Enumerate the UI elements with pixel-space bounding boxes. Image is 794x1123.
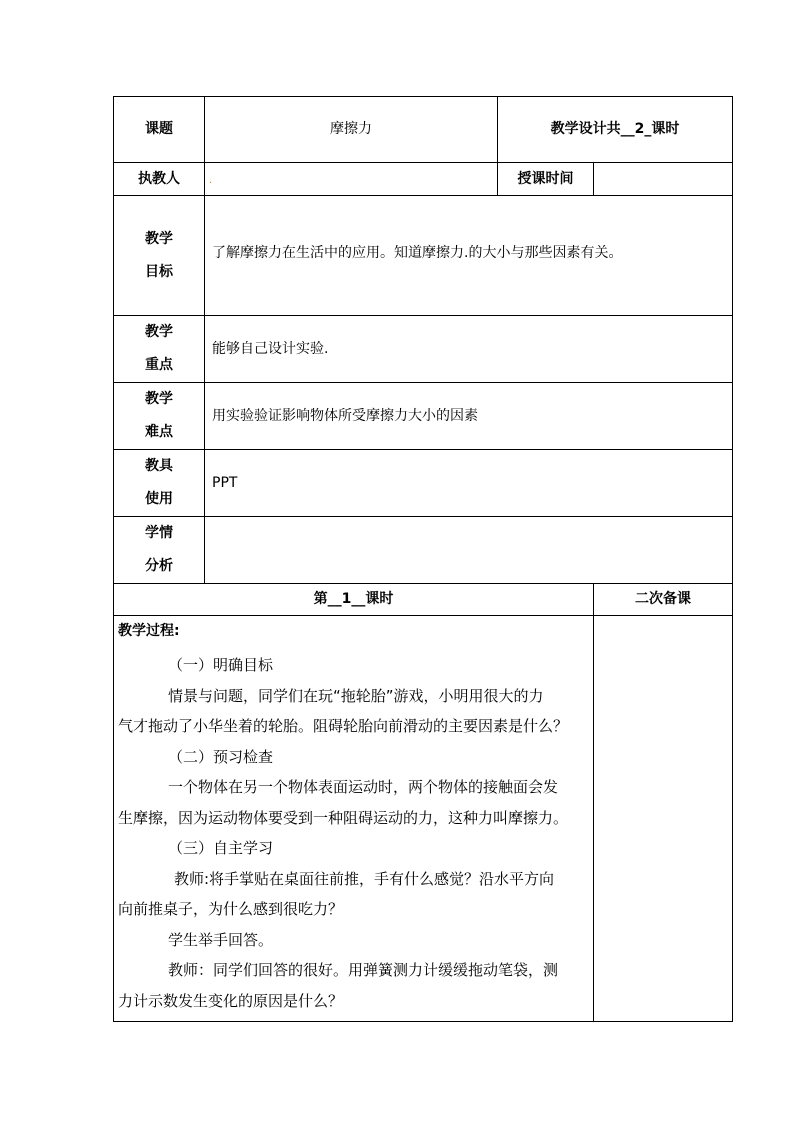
objective-content: 了解摩擦力在生活中的应用。知道摩擦力.的大小与那些因素有关。 xyxy=(205,196,733,316)
key-point-content: 能够自己设计实验. xyxy=(205,316,733,383)
process-line: 教师：同学们回答的很好。用弹簧测力计缓缓拖动笔袋，测 xyxy=(168,961,559,979)
second-prep-label: 二次备课 xyxy=(594,584,733,616)
analysis-row xyxy=(114,517,733,584)
process-line: （二）预习检查 xyxy=(168,747,274,766)
teacher-row xyxy=(114,163,733,196)
process-line: 气才拖动了小华坐着的轮胎。阻碍轮胎向前滑动的主要因素是什么？ xyxy=(118,717,569,735)
process-title: 教学过程: xyxy=(118,623,180,639)
process-row xyxy=(114,616,733,1022)
process-line: 生摩擦，因为运动物体要受到一种阻碍运动的力，这种力叫摩擦力。 xyxy=(118,808,569,827)
lesson-period: 第__1__课时 xyxy=(114,584,594,616)
teacher-label: 执教人 xyxy=(114,163,205,196)
difficulty-content: 用实验验证影响物体所受摩擦力大小的因素 xyxy=(205,383,733,450)
lesson-plan-table xyxy=(113,96,733,1022)
subject-value: 摩擦力 xyxy=(205,97,498,163)
tools-label: 教具 使用 xyxy=(114,450,205,517)
key-point-label: 教学 重点 xyxy=(114,316,205,383)
process-line: 学生举手回答。 xyxy=(168,930,274,949)
objective-row xyxy=(114,196,733,316)
process-content xyxy=(114,616,594,1022)
process-line: 情景与问题，同学们在玩“拖轮胎”游戏，小明用很大的力 xyxy=(168,686,544,705)
process-line: （一）明确目标 xyxy=(168,656,274,674)
teacher-value: . xyxy=(209,174,213,186)
design-total: 教学设计共__2_课时 xyxy=(498,97,733,163)
lesson-header-row xyxy=(114,584,733,616)
process-line: （三）自主学习 xyxy=(168,839,274,857)
subject-row xyxy=(114,97,733,163)
teacher-value-cell xyxy=(205,163,498,196)
second-prep-content xyxy=(594,616,733,1022)
difficulty-row xyxy=(114,383,733,450)
process-line: 向前推桌子，为什么感到很吃力？ xyxy=(118,900,344,918)
subject-label: 课题 xyxy=(114,97,205,163)
key-point-row xyxy=(114,316,733,383)
difficulty-label: 教学 难点 xyxy=(114,383,205,450)
analysis-content xyxy=(205,517,733,584)
process-line: 教师:将手掌贴在桌面往前推，手有什么感觉？沿水平方向 xyxy=(174,869,555,888)
time-label: 授课时间 xyxy=(498,163,594,196)
analysis-label: 学情 分析 xyxy=(114,517,205,584)
objective-label: 教学 目标 xyxy=(114,196,205,316)
process-line: 一个物体在另一个物体表面运动时，两个物体的接触面会发 xyxy=(168,778,559,796)
tools-content: PPT xyxy=(205,450,733,517)
process-line: 力计示数发生变化的原因是什么？ xyxy=(118,991,344,1010)
tools-row xyxy=(114,450,733,517)
time-value xyxy=(594,163,733,196)
